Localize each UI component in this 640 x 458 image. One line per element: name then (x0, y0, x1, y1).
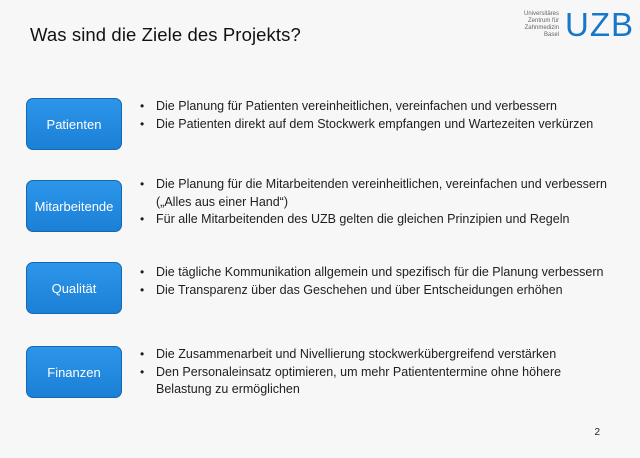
goal-row-finanzen (26, 346, 610, 399)
category-box-finanzen: Finanzen (26, 346, 122, 398)
bullet-list-mitarbeitende (140, 176, 610, 229)
bullet-list-patienten (140, 98, 610, 133)
bullet-item: • Für alle Mitarbeitenden des UZB gelten die gleichen Prinzipien und Regeln (140, 211, 610, 229)
category-box-patienten: Patienten (26, 98, 122, 150)
goal-row-qualitaet (26, 262, 610, 314)
bullet-item: • Die Planung für die Mitarbeitenden vereinheitlichen, vereinfachen und verbessern („Alles aus einer Hand“) (140, 176, 610, 211)
uzb-logo (524, 8, 634, 44)
bullet-list-finanzen (140, 346, 610, 399)
logo-caption (524, 11, 559, 39)
category-box-mitarbeitende: Mitarbeitende (26, 180, 122, 232)
bullet-item: • Die Zusammenarbeit und Nivellierung stockwerkübergreifend verstärken (140, 346, 610, 364)
goal-row-patienten (26, 98, 610, 150)
logo-line-4: Basel (543, 32, 559, 38)
page-number: 2 (594, 427, 600, 438)
bullet-item: • Die Transparenz über das Geschehen und über Entscheidungen erhöhen (140, 282, 610, 300)
logo-mark: UZB (565, 6, 634, 43)
category-box-qualitaet: Qualität (26, 262, 122, 314)
goal-row-mitarbeitende (26, 177, 610, 232)
bullet-item: • Die Patienten direkt auf dem Stockwerk empfangen und Wartezeiten verkürzen (140, 116, 610, 134)
logo-line-2: Zentrum für (527, 18, 559, 24)
bullet-item: • Den Personaleinsatz optimieren, um mehr Patiententermine ohne höhere Belastung zu ermöglichen (140, 364, 610, 399)
slide-title: Was sind die Ziele des Projekts? (30, 24, 301, 45)
bullet-item: • Die Planung für Patienten vereinheitlichen, vereinfachen und verbessern (140, 98, 610, 116)
logo-line-3: Zahnmedizin (524, 25, 559, 31)
logo-line-1: Universitäres (523, 11, 559, 17)
bullet-list-qualitaet (140, 264, 610, 299)
bullet-item: • Die tägliche Kommunikation allgemein und spezifisch für die Planung verbessern (140, 264, 610, 282)
